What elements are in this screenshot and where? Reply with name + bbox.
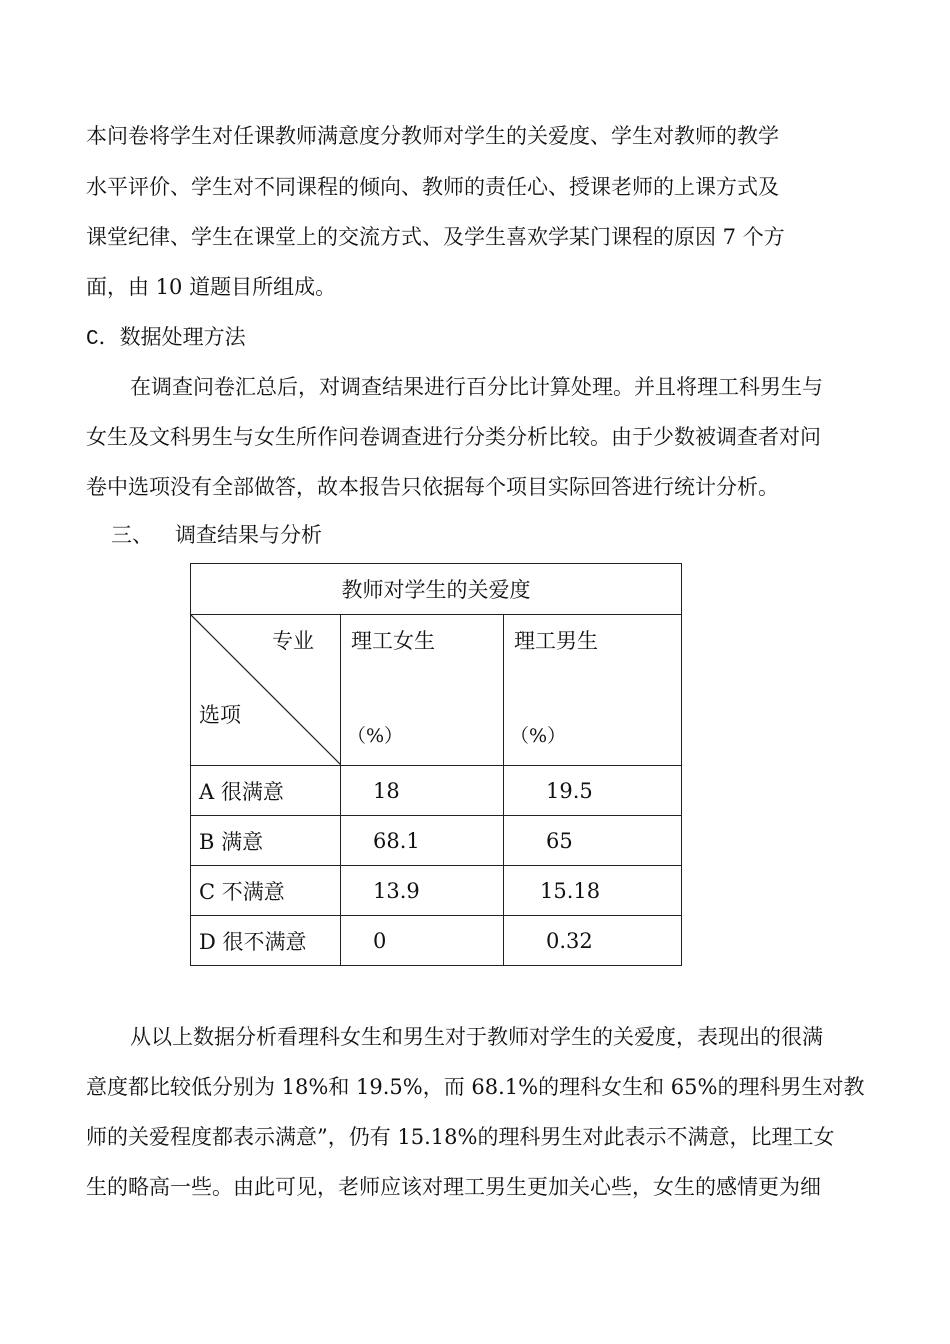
- paragraph-3-line-4: 生的略高一些。由此可见，老师应该对理工男生更加关心些，女生的感情更为细: [86, 1175, 821, 1199]
- care-survey-table: [190, 563, 682, 966]
- row-value-female: 68.1: [341, 816, 504, 866]
- paragraph-1-line-2: 水平评价、学生对不同课程的倾向、教师的责任心、授课老师的上课方式及: [86, 175, 779, 199]
- paragraph-2-line-1: 在调查问卷汇总后，对调查结果进行百分比计算处理。并且将理工科男生与: [130, 375, 823, 399]
- table-title-row: [191, 564, 682, 615]
- row-option: C 不满意: [191, 866, 341, 916]
- corner-option-label: 选项: [199, 703, 241, 727]
- row-value-female: 0: [341, 916, 504, 966]
- corner-header-cell: [191, 615, 341, 766]
- section-c-heading: [86, 323, 246, 354]
- row-value-male: 19.5: [504, 766, 682, 816]
- table-header-row: [191, 615, 682, 766]
- diagonal-divider: [191, 615, 341, 765]
- row-option: B 满意: [191, 816, 341, 866]
- paragraph-2-line-3: 卷中选项没有全部做答，故本报告只依据每个项目实际回答进行统计分析。: [86, 475, 779, 499]
- paragraph-3-line-2: 意度都比较低分别为 18%和 19.5%，而 68.1%的理科女生和 65%的理科男生对教: [86, 1075, 865, 1099]
- row-value-male: 0.32: [504, 916, 682, 966]
- section-3-heading: [111, 521, 322, 549]
- section-c-prefix: C．: [86, 328, 120, 351]
- section-3-number: 三、: [111, 523, 153, 547]
- row-value-female: 18: [341, 766, 504, 816]
- column-female-unit: （%）: [347, 725, 404, 747]
- paragraph-2-line-2: 女生及文科男生与女生所作问卷调查进行分类分析比较。由于少数被调查者对问: [86, 425, 821, 449]
- column-header-female: [341, 615, 504, 766]
- table-row: [191, 866, 682, 916]
- corner-major-label: 专业: [272, 629, 314, 653]
- column-male-name: 理工男生: [514, 629, 598, 653]
- paragraph-1-line-1: 本问卷将学生对任课教师满意度分教师对学生的关爱度、学生对教师的教学: [86, 124, 779, 148]
- table-row: [191, 766, 682, 816]
- section-3-title: 调查结果与分析: [175, 523, 322, 547]
- column-female-name: 理工女生: [351, 629, 435, 653]
- row-value-female: 13.9: [341, 866, 504, 916]
- table-row: [191, 816, 682, 866]
- row-value-male: 15.18: [504, 866, 682, 916]
- paragraph-3-line-1: 从以上数据分析看理科女生和男生对于教师对学生的关爱度，表现出的很满: [130, 1025, 823, 1049]
- column-male-unit: （%）: [510, 725, 567, 747]
- paragraph-1-line-3: 课堂纪律、学生在课堂上的交流方式、及学生喜欢学某门课程的原因 7 个方: [86, 225, 785, 249]
- section-c-title: 数据处理方法: [119, 325, 246, 349]
- paragraph-3-line-3: 师的关爱程度都表示满意”，仍有 15.18%的理科男生对此表示不满意，比理工女: [86, 1125, 835, 1149]
- row-option: D 很不满意: [191, 916, 341, 966]
- row-value-male: 65: [504, 816, 682, 866]
- table-row: [191, 916, 682, 966]
- table-title: 教师对学生的关爱度: [191, 564, 682, 615]
- row-option: A 很满意: [191, 766, 341, 816]
- paragraph-1-line-4: 面，由 10 道题目所组成。: [86, 275, 337, 299]
- column-header-male: [504, 615, 682, 766]
